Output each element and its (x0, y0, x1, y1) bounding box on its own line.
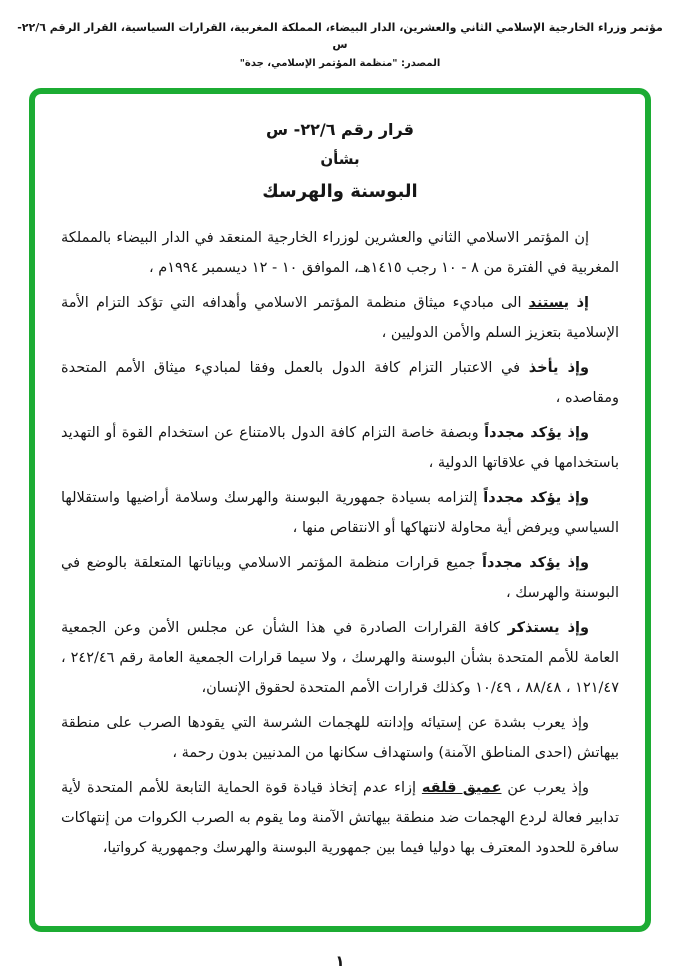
preamble-paragraph (61, 708, 619, 768)
paragraph-lead: عميق قلقه (421, 780, 502, 797)
paragraph-text: جميع قرارات منظمة المؤتمر الاسلامي وبياناتها المتعلقة بالوضع في البوسنة والهرسك ، (61, 555, 619, 602)
paragraph-text: وبصفة خاصة التزام كافة الدول بالامتناع عن استخدام القوة أو التهديد باستخدامها في علاقاتها الدولية ، (61, 425, 619, 472)
document-header (0, 0, 680, 69)
page-number: ١ (335, 952, 345, 970)
paragraph-lead-prefix: وإذ يعرب عن (501, 780, 590, 797)
preamble-paragraph (61, 418, 619, 478)
header-citation-line: مؤتمر وزراء الخارجية الإسلامي الثاني والعشرين، الدار البيضاء، المملكة المغربية، القرارات السياسية، القرار الرقم ٢٢/٦-س (17, 21, 663, 51)
resolution-body (61, 223, 619, 863)
resolution-border-box (29, 88, 651, 932)
paragraph-lead: وإذ يؤكد مجدداً (484, 425, 589, 442)
resolution-number-title: قرار رقم ٢٢/٦- س (266, 120, 414, 139)
preamble-paragraph (61, 773, 619, 863)
title-block (61, 116, 619, 207)
paragraph-lead: وإذ يؤكد مجدداً (482, 555, 589, 572)
preamble-paragraph (61, 288, 619, 348)
preamble-paragraph (61, 548, 619, 608)
preamble-paragraph (61, 353, 619, 413)
paragraph-lead: وإذ يستذكر (507, 620, 590, 637)
paragraph-lead: وإذ يأخذ (528, 360, 589, 377)
paragraph-lead: وإذ يؤكد مجدداً (483, 490, 589, 507)
paragraph-lead: يستند (528, 295, 570, 312)
title-regarding: بشأن (320, 150, 360, 169)
paragraph-lead-prefix: إذ (569, 295, 589, 312)
paragraph-text: إلتزامه بسيادة جمهورية البوسنة والهرسك وسلامة أراضيها واستقلالها السياسي ويرفض أية محاولة لانتهاكها أو الانتقاص منها ، (61, 490, 619, 537)
paragraph-text: إزاء عدم إتخاذ قيادة قوة الحماية التابعة للأمم المتحدة لأية تدابير فعالة لردع الهجمات ضد منطقة بيهاتش الآمنة وما يقوم به الصرب الكروات من إنتهاكات سافرة للحدود المعترف بها دوليا فيما بين جمهورية البوسنة والهرسك وجمهورية كرواتيا، (61, 780, 619, 857)
paragraph-text: كافة القرارات الصادرة في هذا الشأن عن مجلس الأمن وعن الجمعية العامة للأمم المتحدة بشأن البوسنة والهرسك ، ولا سيما قرارات الجمعية العامة رقم ٢٤٢/٤٦ ، ١٢١/٤٧ ، ٨٨/٤٨ ، ١٠/٤٩ وكذلك قرارات الأمم المتحدة لحقوق الإنسان، (61, 620, 619, 697)
header-source-line: المصدر: "منظمة المؤتمر الإسلامي، جدة" (239, 58, 441, 69)
paragraph-text: في الاعتبار التزام كافة الدول بالعمل وفقا لمباديء ميثاق الأمم المتحدة ومقاصده ، (61, 360, 619, 407)
preamble-paragraph (61, 613, 619, 703)
paragraph-text: وإذ يعرب بشدة عن إستيائه وإدانته للهجمات الشرسة التي يقودها الصرب على منطقة بيهاتش (احدى المناطق الآمنة) واستهداف سكانها من المدنيين بدون رحمة ، (61, 715, 619, 762)
title-subject: البوسنة والهرسك (262, 180, 418, 202)
preamble-paragraph (61, 223, 619, 283)
paragraph-text: الى مباديء ميثاق منظمة المؤتمر الاسلامي وأهدافه التي تؤكد التزام الأمة الإسلامية بتعزيز السلم والأمن الدوليين ، (61, 295, 619, 342)
preamble-paragraph (61, 483, 619, 543)
paragraph-text: إن المؤتمر الاسلامي الثاني والعشرين لوزراء الخارجية المنعقد في الدار البيضاء بالمملكة المغربية في الفترة من ٨ - ١٠ رجب ١٤١٥هـ، الموافق ١٠ - ١٢ ديسمبر ١٩٩٤م ، (61, 230, 619, 277)
